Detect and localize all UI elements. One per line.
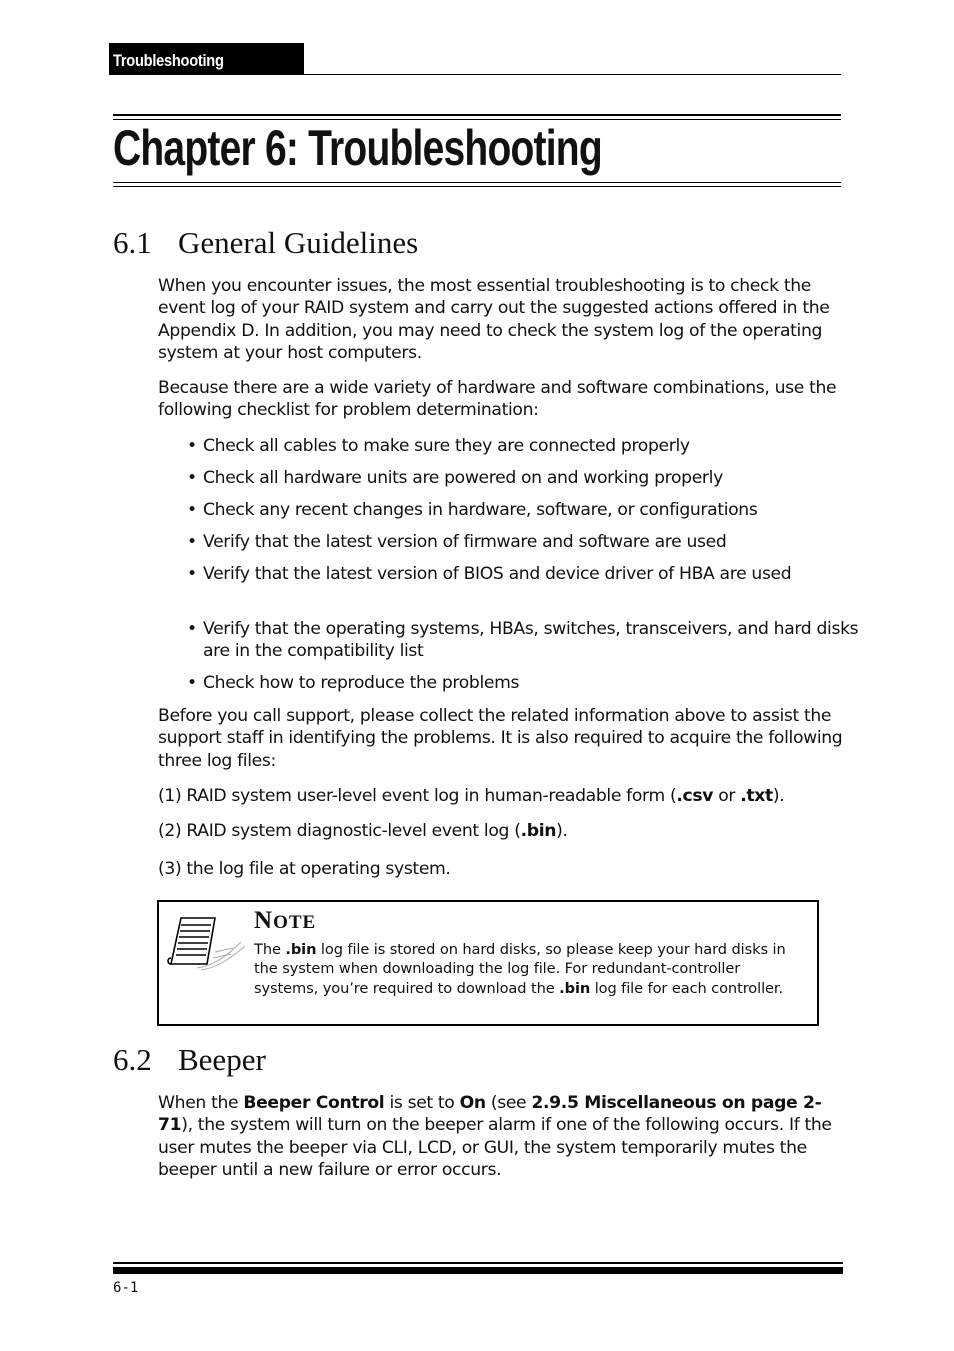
running-header-label: Troubleshooting	[113, 51, 224, 70]
page-number: 6-1	[113, 1280, 139, 1296]
checklist-intro-paragraph: Because there are a wide variety of hardware and software combinations, use the following checklist for problem determination:	[158, 378, 837, 421]
footer-rule-thick	[113, 1267, 843, 1274]
note-title: NOTE	[254, 907, 317, 934]
list-item: • Check any recent changes in hardware, software, or configurations	[187, 500, 758, 520]
section-number: 6.1	[113, 225, 152, 260]
note-paper-icon	[167, 912, 247, 972]
note-callout	[157, 900, 819, 1026]
note-text: The .bin log file is stored on hard disks, so please keep your hard disks in the system when downloading the log file. For redundant-controller systems, you’re required to download the .bin log file for each controller.	[254, 941, 786, 997]
section-heading-beeper	[113, 1042, 266, 1078]
running-header-tab	[109, 43, 304, 75]
footer-rule-thin	[113, 1262, 843, 1264]
list-item: • Check all cables to make sure they are connected properly	[187, 436, 690, 456]
chapter-rule-bottom-thin-2	[113, 186, 841, 187]
list-item: • Verify that the operating systems, HBAs, switches, transceivers, and hard disks are in the compatibility list	[187, 619, 859, 662]
beeper-paragraph: When the Beeper Control is set to On (see 2.9.5 Miscellaneous on page 2-71), the system will turn on the beeper alarm if one of the following occurs. If the user mutes the beeper via CLI, LCD, or GUI, the system temporarily mutes the beeper until a new failure or error occurs.	[158, 1093, 832, 1180]
list-item: • Verify that the latest version of BIOS and device driver of HBA are used	[187, 564, 792, 584]
support-paragraph: Before you call support, please collect the related information above to assist the support staff in identifying the problems. It is also required to acquire the following three log files:	[158, 706, 843, 771]
log-file-item-2: (2) RAID system diagnostic-level event log (.bin).	[158, 821, 568, 841]
chapter-rule-bottom-thin	[113, 182, 841, 183]
section-heading-general-guidelines	[113, 225, 418, 261]
section-title: Beeper	[178, 1042, 266, 1077]
log-file-item-3: (3) the log file at operating system.	[158, 859, 451, 879]
section-number: 6.2	[113, 1042, 152, 1077]
list-item: • Verify that the latest version of firmware and software are used	[187, 532, 727, 552]
chapter-rule-top-thick	[113, 114, 841, 116]
intro-paragraph: When you encounter issues, the most essential troubleshooting is to check the event log of your RAID system and carry out the suggested actions offered in the Appendix D. In addition, you may need to check the system log of the operating system at your host computers.	[158, 276, 830, 363]
log-file-item-1: (1) RAID system user-level event log in human-readable form (.csv or .txt).	[158, 786, 785, 806]
section-title: General Guidelines	[178, 225, 419, 260]
header-rule	[304, 74, 841, 75]
list-item: • Check how to reproduce the problems	[187, 673, 520, 693]
list-item: • Check all hardware units are powered on and working properly	[187, 468, 723, 488]
chapter-title: Chapter 6: Troubleshooting	[113, 120, 602, 176]
